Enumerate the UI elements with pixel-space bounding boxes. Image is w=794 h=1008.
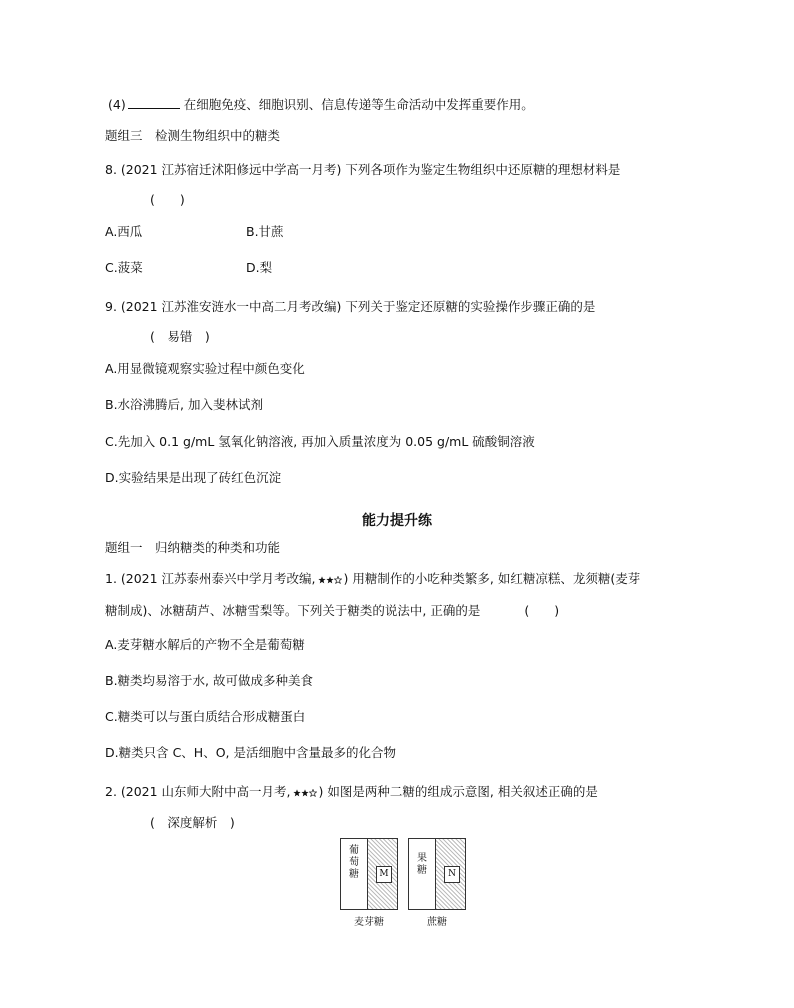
hatched-part-m <box>368 839 397 909</box>
glucose-label: 葡萄糖 <box>349 845 359 880</box>
q1-option-c[interactable]: C.糖类可以与蛋白质结合形成糖蛋白 <box>105 709 306 724</box>
outline-star-icon <box>309 789 317 797</box>
q9-option-c[interactable]: C.先加入 0.1 g/mL 氢氧化钠溶液, 再加入质量浓度为 0.05 g/mL 硫酸铜溶液 <box>105 434 535 449</box>
group3-heading: 题组三 检测生物组织中的糖类 <box>105 128 281 143</box>
fill-blank-item-4 <box>108 96 534 113</box>
q8-option-d[interactable]: D.梨 <box>246 260 273 275</box>
tag-m: M <box>376 866 392 883</box>
q1-option-b[interactable]: B.糖类均易溶于水, 故可做成多种美食 <box>105 673 313 688</box>
filled-star-icon <box>293 789 301 797</box>
q2-stem-part2: ) 如图是两种二糖的组成示意图, 相关叙述正确的是 <box>318 784 598 799</box>
filled-star-icon <box>326 576 334 584</box>
maltose-caption: 麦芽糖 <box>354 917 384 928</box>
q1-option-a[interactable]: A.麦芽糖水解后的产物不全是葡萄糖 <box>105 637 305 652</box>
q2-stem <box>105 784 598 800</box>
q2-answer-paren: ( 深度解析 ) <box>150 815 235 830</box>
hatched-part-n <box>436 839 465 909</box>
q8-option-b[interactable]: B.甘蔗 <box>246 224 284 239</box>
q9-stem: 9. (2021 江苏淮安涟水一中高二月考改编) 下列关于鉴定还原糖的实验操作步骤正确的是 <box>105 299 596 314</box>
section-title: 能力提升练 <box>362 513 432 529</box>
q1-stem-part1: 1. (2021 江苏泰州泰兴中学月考改编, <box>105 571 316 586</box>
answer-blank[interactable] <box>128 96 180 109</box>
q9-option-a[interactable]: A.用显微镜观察实验过程中颜色变化 <box>105 361 305 376</box>
q9-option-d[interactable]: D.实验结果是出现了砖红色沉淀 <box>105 470 282 485</box>
q2-stem-part1: 2. (2021 山东师大附中高一月考, <box>105 784 291 799</box>
q9-answer-paren: ( 易错 ) <box>150 329 210 344</box>
q1-stem-line2-text: 糖制成)、冰糖葫芦、冰糖雪梨等。下列关于糖类的说法中, 正确的是 <box>105 603 481 618</box>
maltose-box <box>340 838 398 928</box>
fructose-label: 果糖 <box>417 853 427 876</box>
sucrose-box <box>408 838 466 928</box>
q1-stem-line1 <box>105 571 640 587</box>
q8-answer-paren: ( ) <box>150 192 185 207</box>
filled-star-icon <box>318 576 326 584</box>
difficulty-stars-icon <box>293 784 317 800</box>
difficulty-stars-icon <box>318 571 342 587</box>
tag-n: N <box>444 866 460 883</box>
item-number: (4) <box>108 97 126 112</box>
q1-stem-part2: ) 用糖制作的小吃种类繁多, 如红糖凉糕、龙须糖(麦芽 <box>343 571 641 586</box>
item-text: 在细胞免疫、细胞识别、信息传递等生命活动中发挥重要作用。 <box>183 97 534 112</box>
q9-option-b[interactable]: B.水浴沸腾后, 加入斐林试剂 <box>105 397 263 412</box>
sucrose-caption: 蔗糖 <box>427 917 447 928</box>
q8-option-a[interactable]: A.西瓜 <box>105 224 143 239</box>
filled-star-icon <box>301 789 309 797</box>
q1-stem-line2 <box>105 603 559 619</box>
q1-option-d[interactable]: D.糖类只含 C、H、O, 是活细胞中含量最多的化合物 <box>105 745 396 760</box>
q8-stem: 8. (2021 江苏宿迁沭阳修远中学高一月考) 下列各项作为鉴定生物组织中还原糖的理想材料是 <box>105 162 621 177</box>
q1-answer-paren: ( ) <box>524 603 560 618</box>
outline-star-icon <box>334 576 342 584</box>
q8-option-c[interactable]: C.菠菜 <box>105 260 143 275</box>
group1-heading: 题组一 归纳糖类的种类和功能 <box>105 540 281 555</box>
